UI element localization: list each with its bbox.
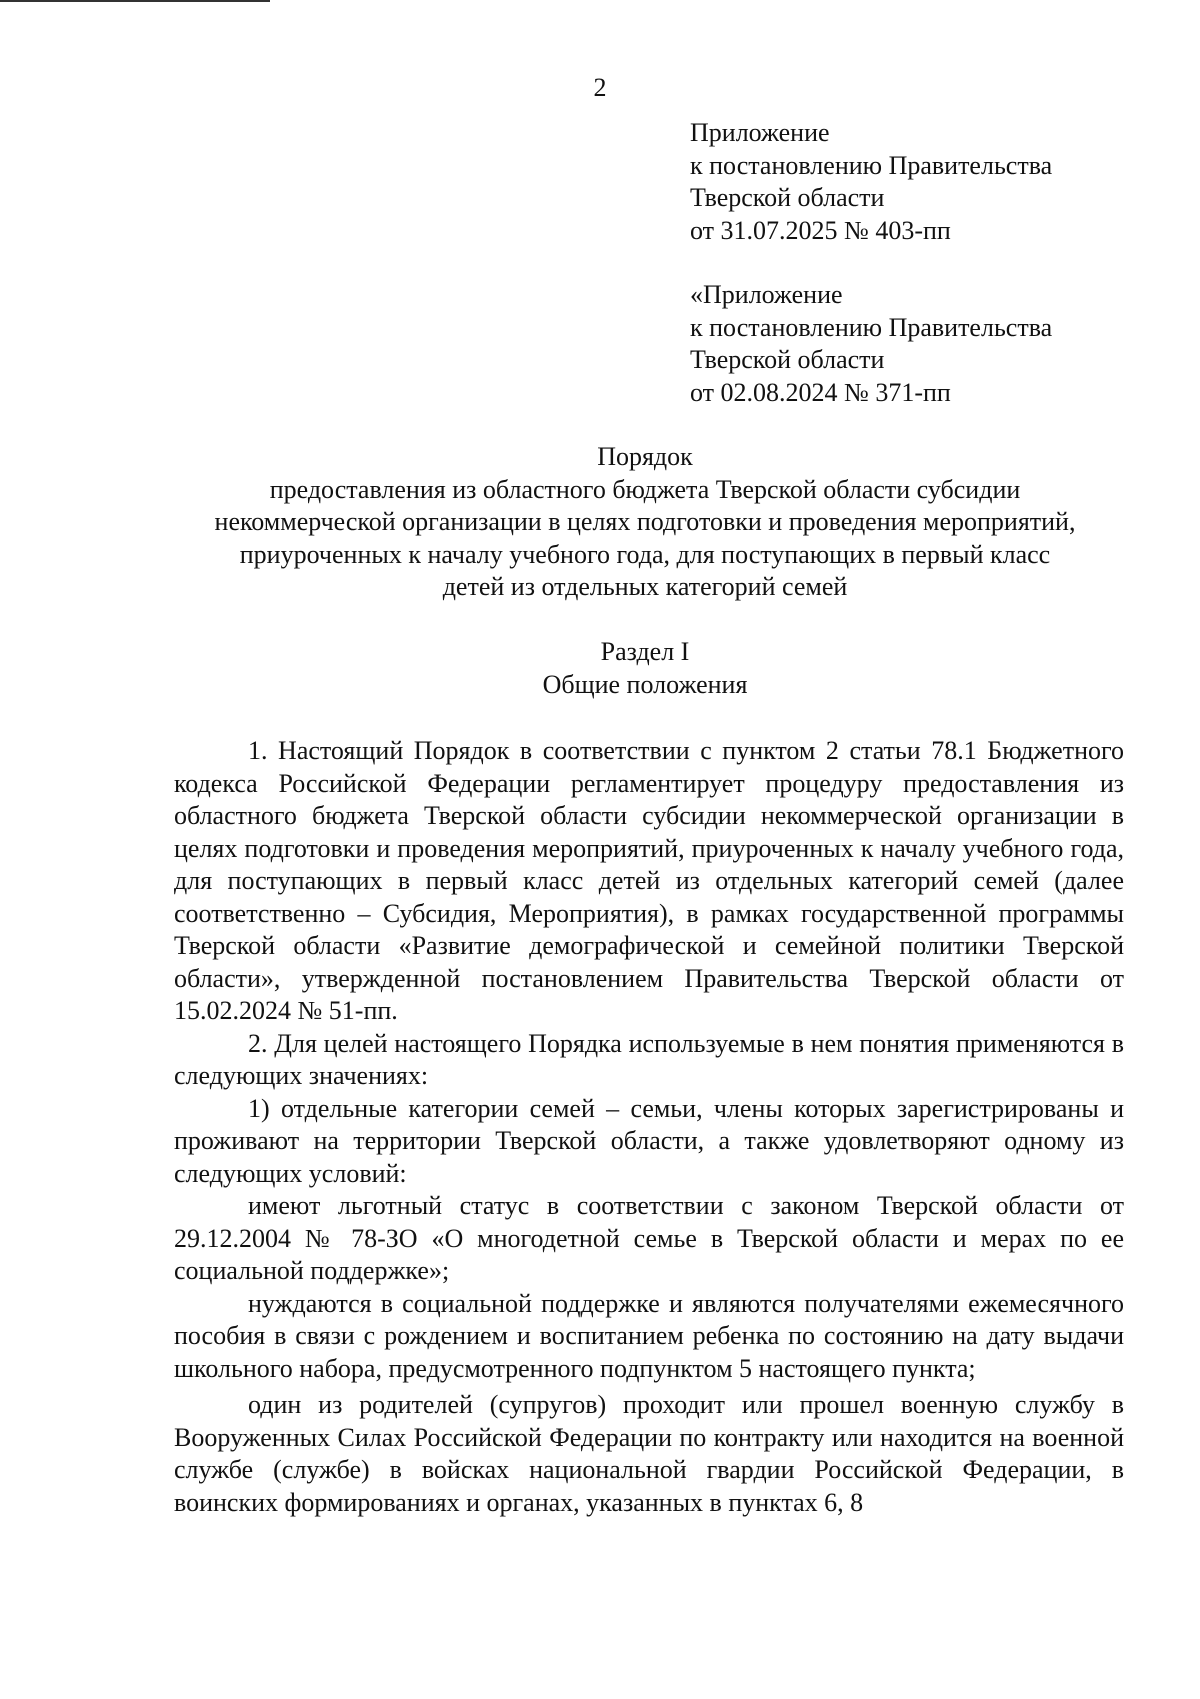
page-number: 2	[593, 73, 607, 102]
document-body	[174, 735, 1124, 1519]
annex-line: от 02.08.2024 № 371-пп	[690, 377, 951, 407]
annex-header-current	[690, 117, 1170, 247]
document-title	[160, 441, 1130, 604]
scan-edge-line	[0, 0, 270, 2]
title-line: приуроченных к началу учебного года, для поступающих в первый класс	[239, 539, 1051, 569]
paragraph: 2. Для целей настоящего Порядка используемые в нем понятия применяются в следующих значениях:	[174, 1028, 1124, 1090]
annex-line: Тверской области	[690, 183, 885, 212]
section-name: Общие положения	[542, 669, 748, 699]
paragraph: 1) отдельные категории семей – семьи, члены которых зарегистрированы и проживают на территории Тверской области, а также удовлетворяют одному из следующих условий:	[174, 1093, 1124, 1188]
annex-line: к постановлению Правительства	[690, 150, 1053, 180]
annex-header-previous	[690, 279, 1170, 409]
paragraph: один из родителей (супругов) проходит или прошел военную службу в Вооруженных Силах Российской Федерации по контракту или находится на военной службе (службе) в войсках национальной гвардии Российской Федерации, в воинских формированиях и органах, указанных в пунктах 6, 8	[174, 1390, 1124, 1517]
paragraph: имеют льготный статус в соответствии с законом Тверской области от 29.12.2004 № 78-ЗО «О многодетной семье в Тверской области и мерах по ее социальной поддержке»;	[174, 1191, 1124, 1285]
paragraph: нуждаются в социальной поддержке и являются получателями ежемесячного пособия в связи с рождением и воспитанием ребенка по состоянию на дату выдачи школьного набора, предусмотренного подпунктом 5 настоящего пункта;	[174, 1288, 1124, 1383]
annex-line: от 31.07.2025 № 403-пп	[690, 215, 951, 245]
annex-line: «Приложение	[690, 280, 843, 309]
title-line: детей из отдельных категорий семей	[442, 572, 848, 601]
title-line: предоставления из областного бюджета Тверской области субсидии	[269, 474, 1021, 504]
section-number: Раздел I	[600, 637, 690, 666]
paragraph: 1. Настоящий Порядок в соответствии с пунктом 2 статьи 78.1 Бюджетного кодекса Российской Федерации регламентирует процедуру предоставления из областного бюджета Тверской области субсидии некоммерческой организации в целях подготовки и проведения мероприятий, приуроченных к началу учебного года, для поступающих в первый класс детей из отдельных категорий семей (далее соответственно – Субсидия, Мероприятия), в рамках государственной программы Тверской области «Развитие демографической и семейной политики Тверской области», утвержденной постановлением Правительства Тверской области от 15.02.2024 № 51-пп.	[174, 736, 1124, 1025]
title-line: некоммерческой организации в целях подготовки и проведения мероприятий,	[214, 507, 1076, 536]
annex-line: к постановлению Правительства	[690, 312, 1053, 342]
section-heading	[160, 636, 1130, 701]
annex-line: Тверской области	[690, 345, 885, 374]
title-heading: Порядок	[597, 442, 693, 471]
annex-line: Приложение	[690, 118, 830, 147]
